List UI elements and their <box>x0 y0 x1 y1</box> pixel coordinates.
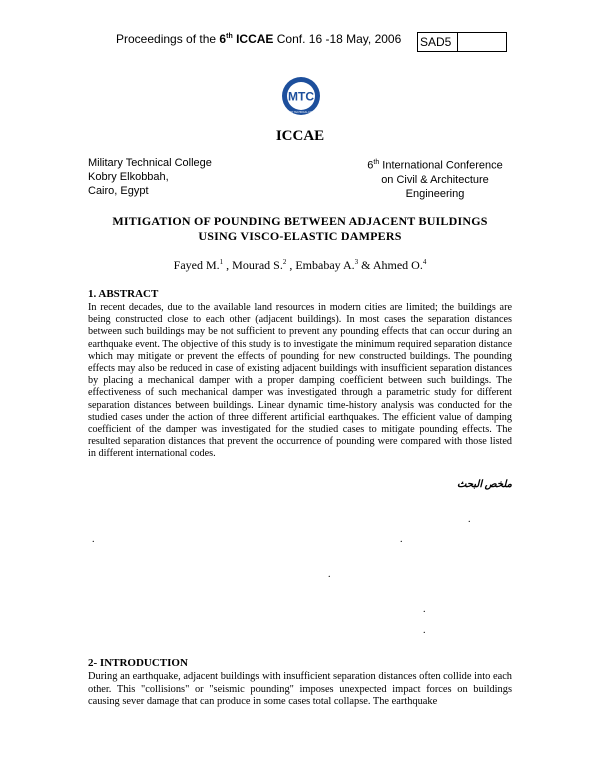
stray-dot: . <box>92 534 95 545</box>
stray-dot: . <box>423 604 426 615</box>
affiliation-left: Military Technical College Kobry Elkobbah, Cairo, Egypt <box>88 157 212 197</box>
abstract-heading: 1. ABSTRACT <box>88 288 159 300</box>
running-header: Proceedings of the 6th ICCAE Conf. 16 -18 May, 2006 <box>116 32 402 46</box>
arabic-abstract-heading: ملخص البحث <box>457 479 512 490</box>
header-ordinal: 6th <box>219 32 233 46</box>
author: Ahmed O.$^4$ <box>372 258 427 272</box>
author: Mourad S.$^2$ <box>232 258 287 272</box>
conference-name: ICCAE <box>275 128 325 144</box>
introduction-heading: 2- INTRODUCTION <box>88 657 188 669</box>
header-dates: Conf. 16 -18 May, 2006 <box>276 32 402 46</box>
paper-code-box <box>417 32 507 52</box>
logo-caption: MILITARY TECHNICAL COLLEGE <box>282 110 320 114</box>
mtc-logo-icon <box>281 76 321 116</box>
stray-dot: . <box>328 569 331 580</box>
stray-dot: . <box>468 514 471 525</box>
header-conference: ICCAE <box>236 32 274 46</box>
author: Embabay A.$^3$ <box>295 258 359 272</box>
logo-letters: MTC <box>288 89 314 104</box>
introduction-text: During an earthquake, adjacent buildings with insufficient separation distances often collide into each other. This "collisions" or "seismic pounding" imposes unexpected impact forces on buildings causing sever damage that can produce in some cases total collapse. The earthquake <box>88 671 512 708</box>
affiliation-right: 6th International Conference on Civil & Architecture Engineering <box>367 159 503 200</box>
paper-code: SAD5 <box>418 33 458 51</box>
stray-dot: . <box>423 625 426 636</box>
abstract-text: In recent decades, due to the available land resources in modern cities are limited; the buildings are being constructed close to each other (adjacent buildings). In most cases the separation distances between such buildings may be not sufficient to prevent any pounding effects that can occur during an earthquake event. The objective of this study is to investigate the minimum required separation distance which may mitigate or prevent the effects of pounding for new constructed buildings. The pounding effects may also be reduced in case of existing adjacent buildings with insufficient separation distances by placing a mechanical damper with a proper damping coefficient between such buildings. The effectiveness of such mechanical damper was investigated through a parametric study for different separation distances between buildings. Linear dynamic time-history analysis was conducted for the studied cases under the action of three different artificial earthquakes. The efficient value of damping coefficient of the damper was investigated for the studied cases to mitigate pounding effects. The resulted separation distances that prevent the occurrence of pounding were compared with those listed in different international codes. <box>88 302 512 460</box>
author-list: Fayed M.$^1$ , Mourad S.$^2$ , Embabay A.$^3$ & Ahmed O.$^4$ <box>173 258 427 272</box>
paper-title: MITIGATION OF POUNDING BETWEEN ADJACENT BUILDINGS USING VISCO-ELASTIC DAMPERS <box>112 214 488 243</box>
stray-dot: . <box>400 534 403 545</box>
author: Fayed M.$^1$ <box>173 258 224 272</box>
